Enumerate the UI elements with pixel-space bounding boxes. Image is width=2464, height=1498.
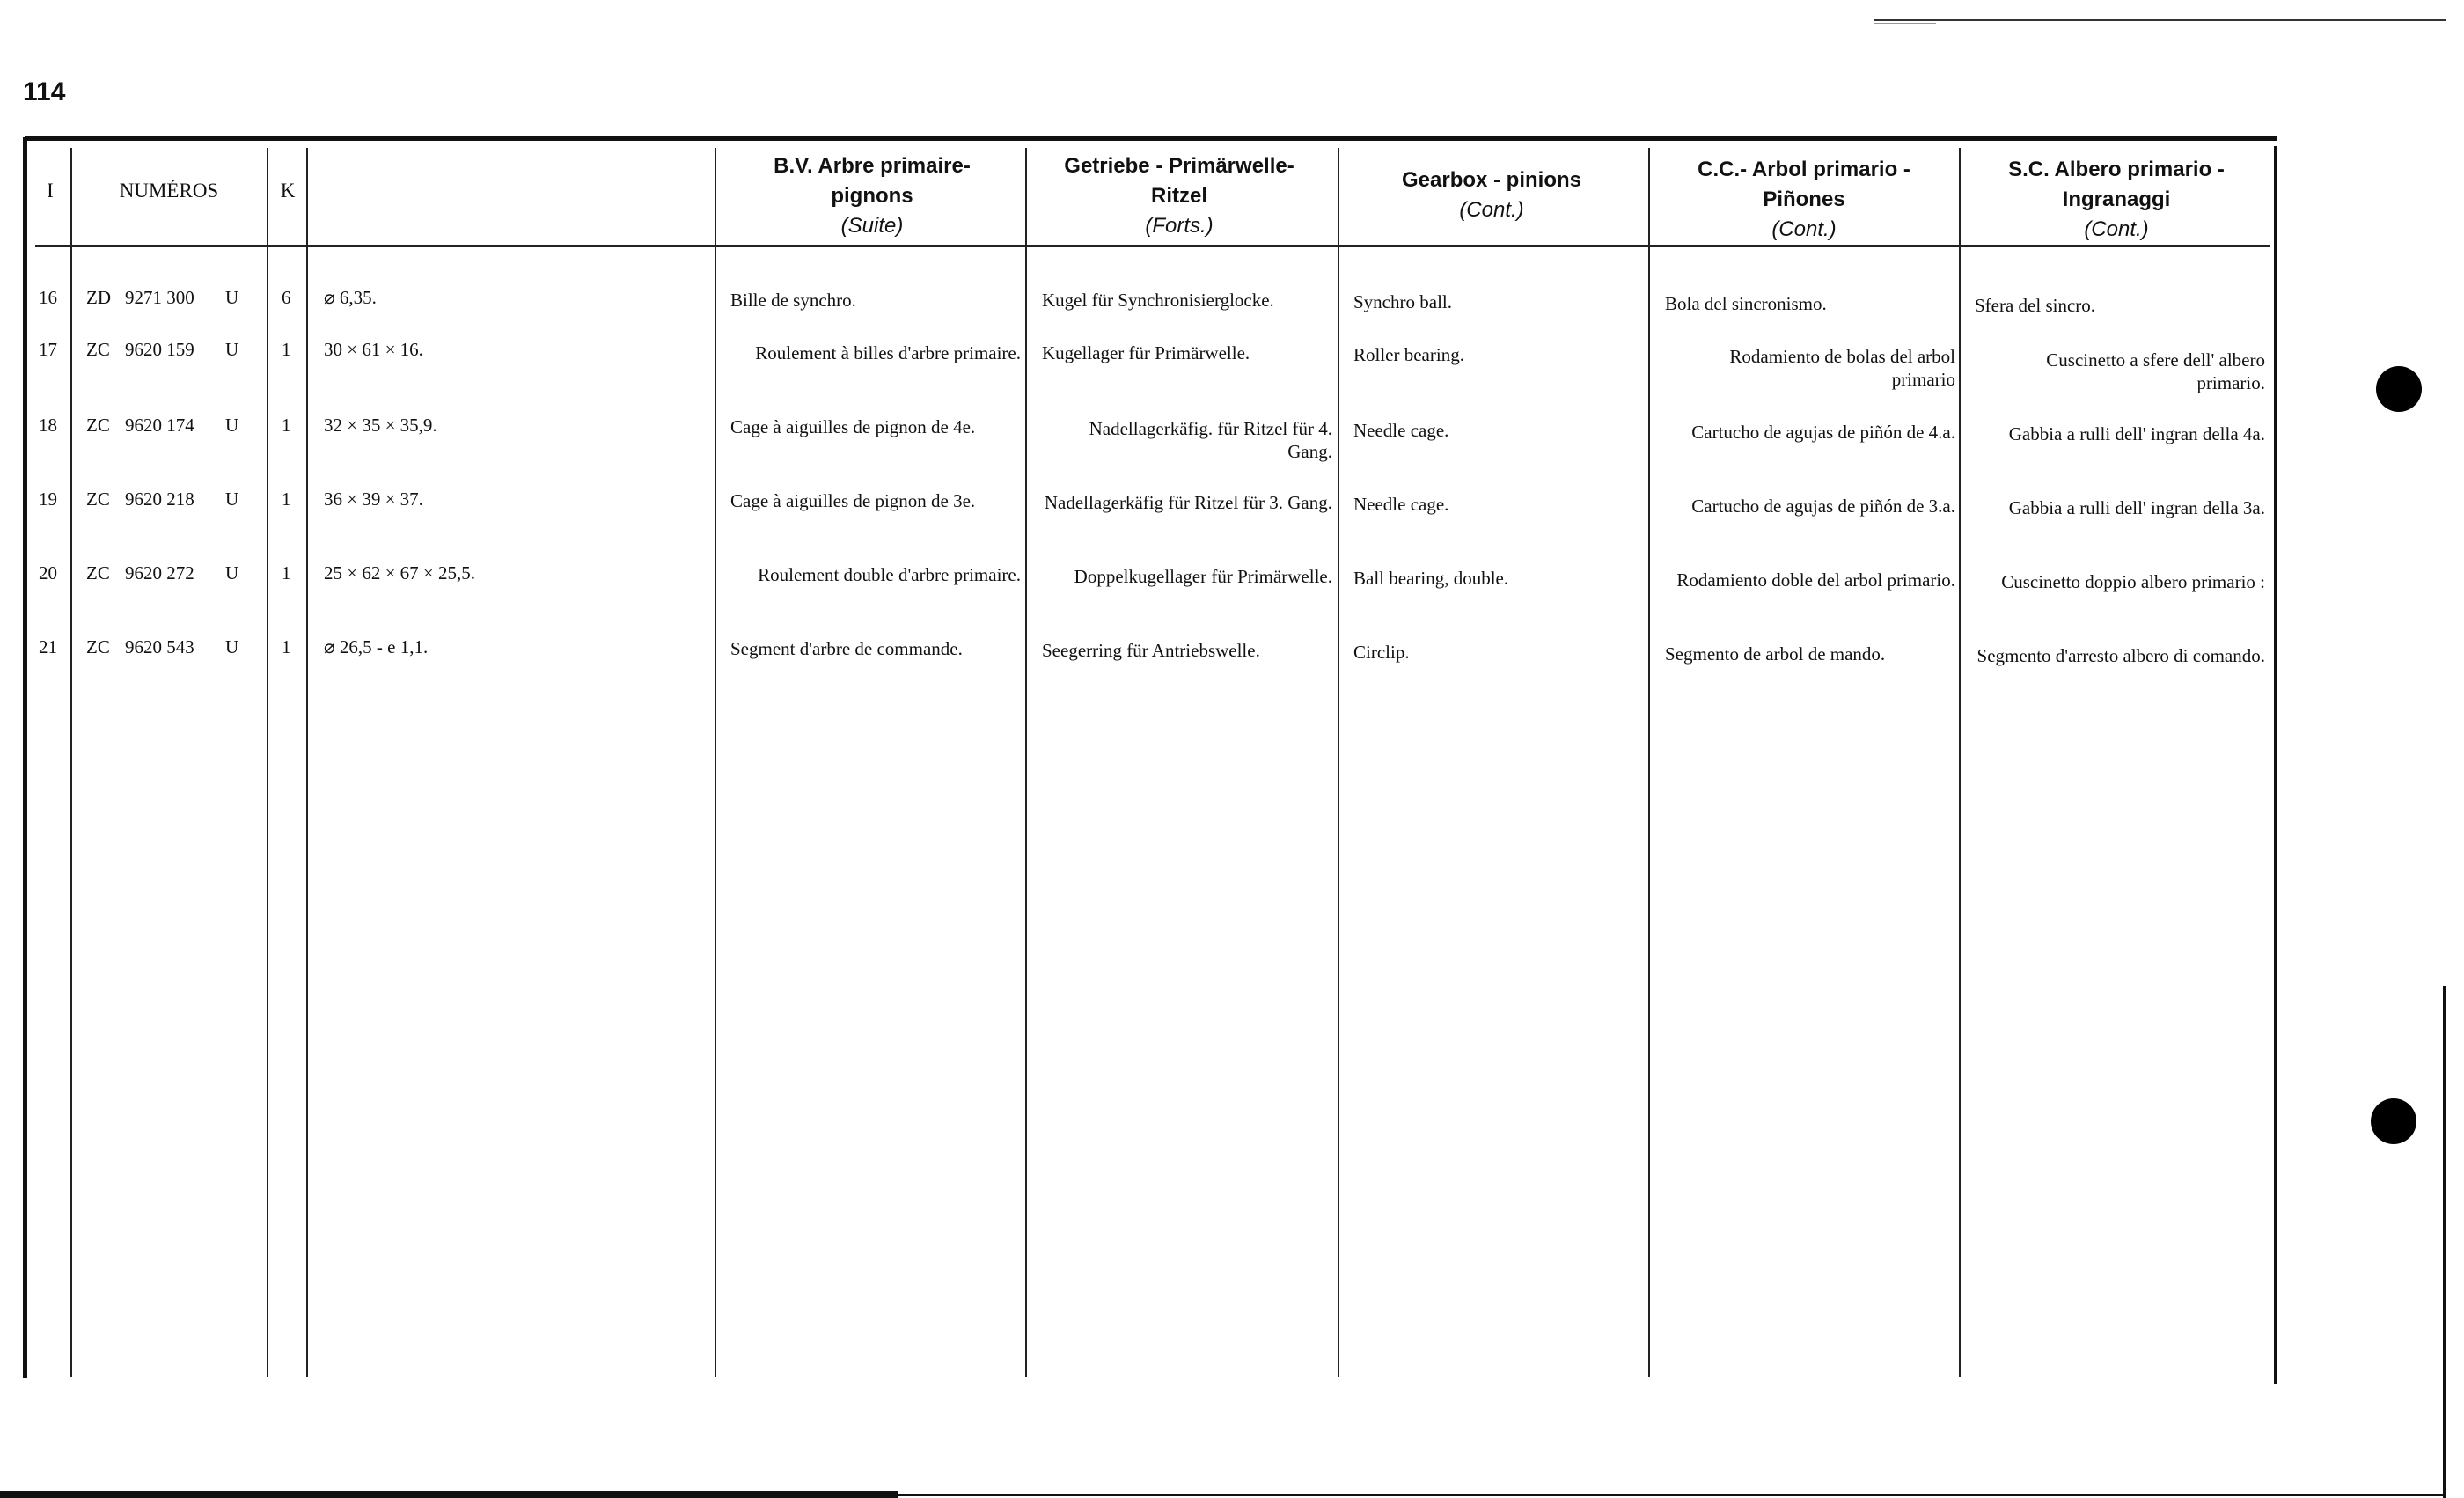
quantity-k: 1 bbox=[282, 636, 291, 657]
top-rule bbox=[1874, 19, 2446, 21]
row-index: 20 bbox=[39, 562, 57, 584]
header-german-note: (Forts.) bbox=[1145, 214, 1214, 238]
header-french bbox=[736, 151, 1008, 241]
col-divider-4 bbox=[715, 148, 716, 1377]
desc-english: Needle cage. bbox=[1353, 420, 1449, 441]
row-index: 16 bbox=[39, 287, 57, 308]
part-suffix: U bbox=[225, 636, 239, 657]
header-german bbox=[1038, 151, 1320, 241]
part-prefix: ZC bbox=[86, 562, 110, 584]
binder-hole-bottom bbox=[2371, 1098, 2416, 1144]
top-rule-faint bbox=[1874, 23, 1936, 24]
col-divider-6 bbox=[1338, 148, 1339, 1377]
col-divider-3 bbox=[306, 148, 308, 1377]
col-divider-2 bbox=[267, 148, 268, 1377]
desc-french: Segment d'arbre de commande. bbox=[730, 638, 963, 659]
dimensions: 32 × 35 × 35,9. bbox=[324, 415, 437, 436]
desc-german: Kugellager für Primärwelle. bbox=[1042, 342, 1250, 363]
dimensions: 25 × 62 × 67 × 25,5. bbox=[324, 562, 476, 584]
desc-french: Cage à aiguilles de pignon de 4e. bbox=[730, 416, 976, 437]
part-number: 9620 543 bbox=[125, 636, 194, 657]
desc-english: Needle cage. bbox=[1353, 494, 1449, 515]
part-prefix: ZC bbox=[86, 339, 110, 360]
part-suffix: U bbox=[225, 488, 239, 510]
part-number: 9620 272 bbox=[125, 562, 194, 584]
row-index: 19 bbox=[39, 488, 57, 510]
header-italian bbox=[1980, 155, 2253, 245]
header-rule bbox=[35, 245, 2270, 247]
header-italian-note: (Cont.) bbox=[2084, 217, 2149, 241]
desc-french: Roulement double d'arbre primaire. bbox=[758, 564, 1021, 585]
desc-spanish: Bola del sincronismo. bbox=[1665, 293, 1827, 314]
quantity-k: 1 bbox=[282, 562, 291, 584]
desc-italian: Gabbia a rulli dell' ingran della 3a. bbox=[2008, 497, 2265, 518]
part-prefix: ZC bbox=[86, 415, 110, 436]
desc-italian: Cuscinetto a sfere dell' albero primario. bbox=[2046, 349, 2265, 393]
header-french-note: (Suite) bbox=[840, 214, 904, 238]
row-index: 21 bbox=[39, 636, 57, 657]
page-edge-bottom bbox=[0, 1491, 898, 1498]
part-prefix: ZC bbox=[86, 636, 110, 657]
dimensions: 30 × 61 × 16. bbox=[324, 339, 423, 360]
desc-italian: Gabbia a rulli dell' ingran della 4a. bbox=[2008, 423, 2265, 444]
row-index: 18 bbox=[39, 415, 57, 436]
quantity-k: 6 bbox=[282, 287, 291, 308]
desc-french: Cage à aiguilles de pignon de 3e. bbox=[730, 490, 976, 511]
quantity-k: 1 bbox=[282, 415, 291, 436]
desc-english: Roller bearing. bbox=[1353, 344, 1464, 365]
header-english-title: Gearbox - pinions bbox=[1401, 168, 1582, 192]
part-prefix: ZD bbox=[86, 287, 111, 308]
header-english bbox=[1351, 165, 1632, 225]
col-divider-7 bbox=[1648, 148, 1650, 1377]
desc-spanish: Cartucho de agujas de piñón de 3.a. bbox=[1691, 496, 1955, 517]
quantity-k: 1 bbox=[282, 339, 291, 360]
desc-german: Kugel für Synchronisierglocke. bbox=[1042, 290, 1274, 311]
desc-english: Circlip. bbox=[1353, 642, 1410, 663]
desc-french: Bille de synchro. bbox=[730, 290, 856, 311]
header-spanish-title: C.C.- Arbol primario - Piñones bbox=[1698, 158, 1910, 211]
part-number: 9620 174 bbox=[125, 415, 194, 436]
binder-hole-top bbox=[2376, 366, 2422, 412]
desc-german: Nadellagerkäfig für Ritzel für 3. Gang. bbox=[1044, 492, 1332, 513]
header-spanish-note: (Cont.) bbox=[1771, 217, 1837, 241]
desc-italian: Sfera del sincro. bbox=[1975, 295, 2096, 316]
part-suffix: U bbox=[225, 562, 239, 584]
row-index: 17 bbox=[39, 339, 57, 360]
desc-english: Synchro ball. bbox=[1353, 291, 1452, 312]
desc-italian: Segmento d'arresto albero di comando. bbox=[1976, 645, 2265, 666]
header-k: K bbox=[280, 180, 296, 202]
table-frame-right bbox=[2274, 146, 2277, 1384]
desc-italian: Cuscinetto doppio albero primario : bbox=[2001, 571, 2265, 592]
desc-german: Nadellagerkäfig. für Ritzel für 4. Gang. bbox=[1089, 418, 1332, 462]
desc-german: Seegerring für Antriebswelle. bbox=[1042, 640, 1260, 661]
part-number: 9620 159 bbox=[125, 339, 194, 360]
table-frame-top bbox=[25, 136, 2277, 141]
col-divider-8 bbox=[1959, 148, 1961, 1377]
table-frame-left bbox=[23, 137, 27, 1378]
part-prefix: ZC bbox=[86, 488, 110, 510]
desc-german: Doppelkugellager für Primärwelle. bbox=[1074, 566, 1332, 587]
desc-spanish: Segmento de arbol de mando. bbox=[1665, 643, 1886, 665]
col-divider-5 bbox=[1025, 148, 1027, 1377]
desc-spanish: Rodamiento de bolas del arbol primario bbox=[1729, 346, 1955, 390]
header-index: I bbox=[47, 180, 54, 202]
header-italian-title: S.C. Albero primario - Ingranaggi bbox=[2008, 158, 2225, 211]
desc-spanish: Cartucho de agujas de piñón de 4.a. bbox=[1691, 422, 1955, 443]
col-divider-1 bbox=[70, 148, 72, 1377]
desc-french: Roulement à billes d'arbre primaire. bbox=[755, 342, 1021, 363]
dimensions: ⌀ 6,35. bbox=[324, 287, 377, 308]
dimensions: 36 × 39 × 37. bbox=[324, 488, 423, 510]
desc-english: Ball bearing, double. bbox=[1353, 568, 1509, 589]
header-spanish bbox=[1672, 155, 1936, 245]
header-german-title: Getriebe - Primärwelle-Ritzel bbox=[1064, 154, 1294, 208]
page-number: 114 bbox=[23, 77, 66, 106]
desc-spanish: Rodamiento doble del arbol primario. bbox=[1676, 569, 1955, 591]
part-number: 9620 218 bbox=[125, 488, 194, 510]
header-numeros: NUMÉROS bbox=[119, 180, 219, 202]
part-suffix: U bbox=[225, 339, 239, 360]
header-french-title: B.V. Arbre primaire-pignons bbox=[774, 154, 971, 208]
header-english-note: (Cont.) bbox=[1459, 198, 1524, 222]
quantity-k: 1 bbox=[282, 488, 291, 510]
page-edge-right bbox=[2443, 986, 2446, 1498]
part-suffix: U bbox=[225, 287, 239, 308]
part-number: 9271 300 bbox=[125, 287, 194, 308]
part-suffix: U bbox=[225, 415, 239, 436]
dimensions: ⌀ 26,5 - e 1,1. bbox=[324, 636, 429, 657]
